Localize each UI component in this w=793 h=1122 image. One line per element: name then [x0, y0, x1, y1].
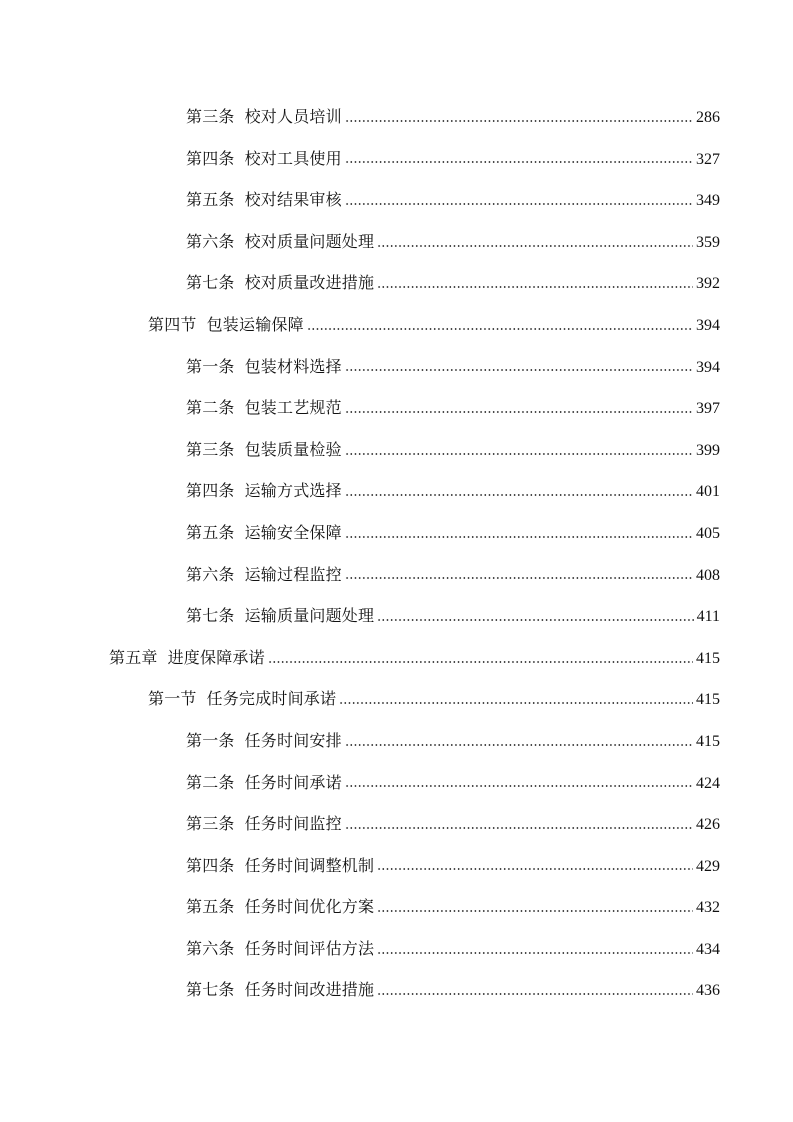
toc-entry[interactable]	[0, 179, 793, 221]
dot-leader	[377, 619, 693, 621]
dot-leader	[377, 245, 693, 247]
dot-leader	[345, 827, 693, 829]
dot-leader	[345, 120, 693, 122]
table-of-contents	[0, 96, 793, 1011]
toc-entry[interactable]	[0, 886, 793, 928]
toc-entry-number: 第七条	[186, 606, 235, 626]
toc-entry-number: 第五条	[186, 522, 235, 542]
dot-leader	[345, 536, 693, 538]
toc-entry-title: 任务时间监控	[244, 814, 342, 834]
toc-entry-page-number: 408	[696, 566, 720, 584]
toc-entry-number: 第二条	[186, 398, 235, 418]
dot-leader	[345, 453, 693, 455]
toc-entry-page-number: 434	[696, 940, 720, 958]
toc-entry-page-number: 415	[696, 649, 720, 667]
dot-leader	[345, 494, 693, 496]
toc-entry-title: 校对质量改进措施	[244, 273, 375, 293]
toc-entry-number: 第四条	[186, 481, 235, 501]
toc-entry-title: 包装工艺规范	[244, 398, 342, 418]
toc-entry-page-number: 327	[696, 150, 720, 168]
toc-entry[interactable]	[0, 262, 793, 304]
toc-entry[interactable]	[0, 678, 793, 720]
toc-entry[interactable]	[0, 554, 793, 596]
dot-leader	[345, 369, 693, 371]
toc-entry-number: 第七条	[186, 980, 235, 1000]
dot-leader	[268, 661, 693, 663]
toc-entry-number: 第一条	[186, 730, 235, 750]
dot-leader	[307, 328, 693, 330]
toc-entry-number: 第五章	[109, 647, 158, 667]
toc-entry-title: 包装材料选择	[244, 356, 342, 376]
dot-leader	[345, 744, 693, 746]
toc-entry-number: 第四条	[186, 855, 235, 875]
toc-entry-title: 任务时间优化方案	[244, 897, 375, 917]
dot-leader	[345, 411, 693, 413]
toc-entry-title: 运输过程监控	[244, 564, 342, 584]
toc-entry-page-number: 401	[696, 483, 720, 501]
toc-entry-number: 第四节	[148, 314, 197, 334]
toc-entry-number: 第三条	[186, 107, 235, 126]
toc-entry-number: 第四条	[186, 148, 235, 168]
dot-leader	[339, 702, 693, 704]
toc-entry[interactable]	[0, 928, 793, 970]
toc-entry-number: 第六条	[186, 564, 235, 584]
toc-entry-page-number: 397	[696, 400, 720, 418]
toc-entry[interactable]	[0, 845, 793, 887]
dot-leader	[345, 203, 693, 205]
toc-entry-title: 运输安全保障	[244, 522, 342, 542]
toc-entry-page-number: 432	[696, 899, 720, 917]
toc-entry[interactable]	[0, 637, 793, 679]
toc-entry-page-number: 436	[696, 982, 720, 1000]
toc-entry[interactable]	[0, 429, 793, 471]
toc-entry-title: 校对人员培训	[244, 107, 342, 126]
toc-entry-page-number: 429	[696, 857, 720, 875]
toc-entry-number: 第二条	[186, 772, 235, 792]
dot-leader	[377, 993, 693, 995]
toc-entry[interactable]	[0, 512, 793, 554]
toc-entry-number: 第一节	[148, 689, 197, 709]
toc-entry-page-number: 424	[696, 774, 720, 792]
toc-entry-number: 第三条	[186, 439, 235, 459]
dot-leader	[345, 785, 693, 787]
toc-entry-page-number: 359	[696, 233, 720, 251]
dot-leader	[377, 952, 693, 954]
toc-entry[interactable]	[0, 803, 793, 845]
toc-entry-page-number: 394	[696, 358, 720, 376]
toc-entry-page-number: 286	[696, 109, 720, 126]
toc-entry[interactable]	[0, 470, 793, 512]
toc-entry-title: 校对质量问题处理	[244, 231, 375, 251]
toc-entry[interactable]	[0, 387, 793, 429]
toc-entry-page-number: 394	[696, 316, 720, 334]
toc-entry[interactable]	[0, 96, 793, 138]
toc-entry-page-number: 426	[696, 816, 720, 834]
dot-leader	[377, 910, 693, 912]
dot-leader	[377, 286, 693, 288]
toc-entry-number: 第六条	[186, 231, 235, 251]
dot-leader	[345, 577, 693, 579]
toc-entry-title: 校对工具使用	[244, 148, 342, 168]
toc-entry-number: 第七条	[186, 273, 235, 293]
toc-entry-title: 任务时间调整机制	[244, 855, 375, 875]
toc-entry-title: 进度保障承诺	[167, 647, 265, 667]
toc-entry-number: 第五条	[186, 190, 235, 210]
toc-entry-title: 任务时间承诺	[244, 772, 342, 792]
toc-entry-page-number: 405	[696, 524, 720, 542]
toc-entry-title: 任务时间安排	[244, 730, 342, 750]
toc-entry[interactable]	[0, 304, 793, 346]
toc-entry[interactable]	[0, 969, 793, 1011]
toc-entry[interactable]	[0, 595, 793, 637]
dot-leader	[345, 161, 693, 163]
toc-entry-title: 任务时间改进措施	[244, 980, 375, 1000]
toc-entry-title: 任务时间评估方法	[244, 938, 375, 958]
toc-entry-number: 第三条	[186, 814, 235, 834]
toc-entry-number: 第五条	[186, 897, 235, 917]
toc-entry-title: 包装运输保障	[206, 314, 304, 334]
toc-entry-page-number: 349	[696, 192, 720, 210]
toc-entry-page-number: 415	[696, 732, 720, 750]
toc-entry-title: 运输方式选择	[244, 481, 342, 501]
toc-entry-page-number: 411	[696, 608, 720, 626]
toc-entry-title: 运输质量问题处理	[244, 606, 375, 626]
dot-leader	[377, 868, 693, 870]
toc-entry-page-number: 399	[696, 441, 720, 459]
toc-entry[interactable]	[0, 762, 793, 804]
toc-entry-number: 第一条	[186, 356, 235, 376]
toc-entry-page-number: 415	[696, 691, 720, 709]
toc-entry-number: 第六条	[186, 938, 235, 958]
toc-entry-title: 校对结果审核	[244, 190, 342, 210]
toc-entry-title: 包装质量检验	[244, 439, 342, 459]
toc-entry[interactable]	[0, 221, 793, 263]
toc-entry[interactable]	[0, 720, 793, 762]
toc-entry-title: 任务完成时间承诺	[206, 689, 337, 709]
toc-entry-page-number: 392	[696, 275, 720, 293]
toc-entry[interactable]	[0, 138, 793, 180]
toc-entry[interactable]	[0, 346, 793, 388]
